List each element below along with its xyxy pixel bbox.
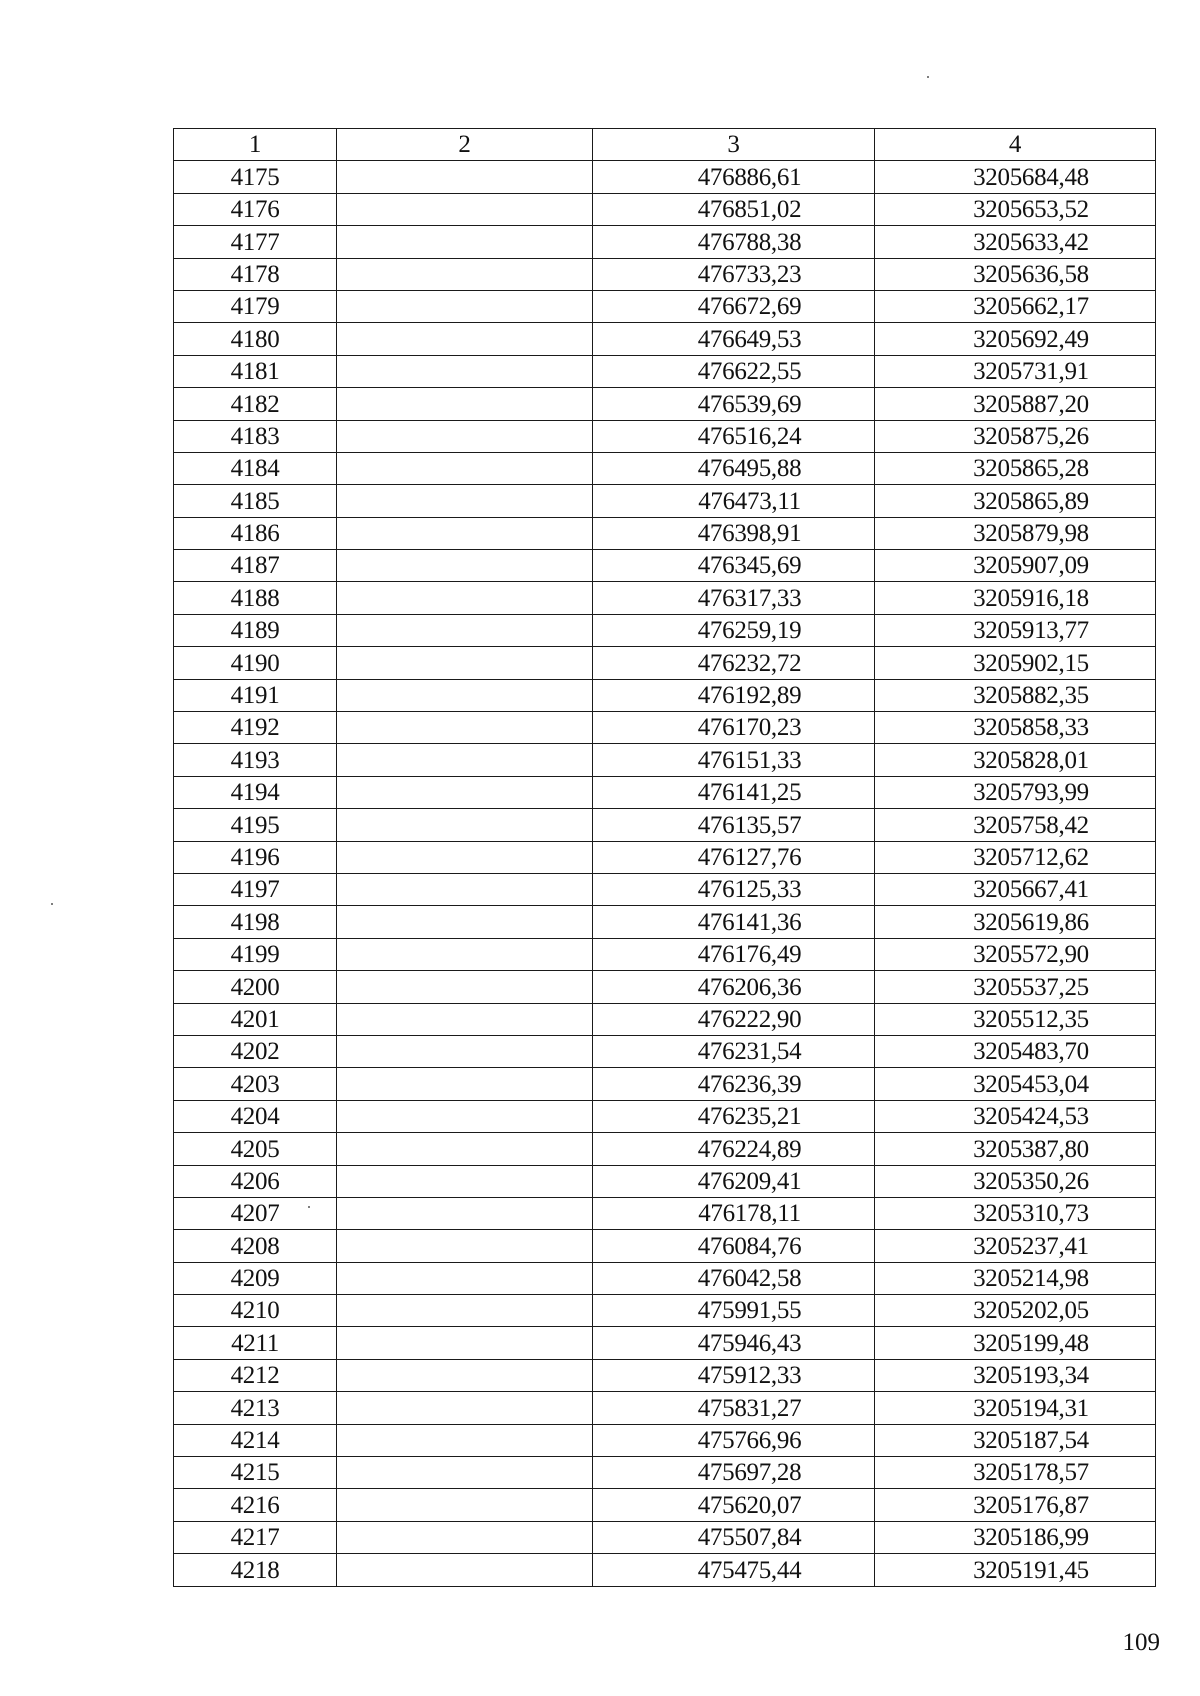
x-coordinate-cell: 475697,28 (593, 1457, 875, 1489)
description-cell (337, 582, 593, 614)
x-coordinate-cell: 476473,11 (593, 485, 875, 517)
table-row (174, 776, 1156, 808)
table-row (174, 906, 1156, 938)
header-row (174, 129, 1156, 161)
y-coordinate-cell: 3205537,25 (875, 971, 1156, 1003)
table-row (174, 1035, 1156, 1067)
description-cell (337, 290, 593, 322)
table-row (174, 712, 1156, 744)
point-number-cell: 4215 (174, 1457, 337, 1489)
description-cell (337, 1197, 593, 1229)
x-coordinate-cell: 476170,23 (593, 712, 875, 744)
y-coordinate-cell: 3205572,90 (875, 938, 1156, 970)
point-number-cell: 4191 (174, 679, 337, 711)
table-row (174, 1359, 1156, 1391)
x-coordinate-cell: 476125,33 (593, 873, 875, 905)
point-number-cell: 4181 (174, 355, 337, 387)
description-cell (337, 388, 593, 420)
x-coordinate-cell: 476084,76 (593, 1230, 875, 1262)
y-coordinate-cell: 3205214,98 (875, 1262, 1156, 1294)
table-row (174, 1457, 1156, 1489)
table-row (174, 679, 1156, 711)
x-coordinate-cell: 476398,91 (593, 517, 875, 549)
point-number-cell: 4179 (174, 290, 337, 322)
table-row (174, 290, 1156, 322)
description-cell (337, 873, 593, 905)
x-coordinate-cell: 476151,33 (593, 744, 875, 776)
point-number-cell: 4184 (174, 452, 337, 484)
description-cell (337, 1100, 593, 1132)
table-row (174, 388, 1156, 420)
y-coordinate-cell: 3205907,09 (875, 550, 1156, 582)
y-coordinate-cell: 3205176,87 (875, 1489, 1156, 1521)
table-row (174, 1165, 1156, 1197)
point-number-cell: 4198 (174, 906, 337, 938)
description-cell (337, 1457, 593, 1489)
table-row (174, 1197, 1156, 1229)
x-coordinate-cell: 476539,69 (593, 388, 875, 420)
description-cell (337, 1521, 593, 1553)
description-cell (337, 550, 593, 582)
scan-speck (927, 76, 929, 78)
description-cell (337, 1068, 593, 1100)
y-coordinate-cell: 3205882,35 (875, 679, 1156, 711)
scan-speck (51, 903, 53, 905)
y-coordinate-cell: 3205186,99 (875, 1521, 1156, 1553)
x-coordinate-cell: 476231,54 (593, 1035, 875, 1067)
x-coordinate-cell: 476788,38 (593, 226, 875, 258)
description-cell (337, 712, 593, 744)
description-cell (337, 323, 593, 355)
y-coordinate-cell: 3205879,98 (875, 517, 1156, 549)
point-number-cell: 4177 (174, 226, 337, 258)
y-coordinate-cell: 3205887,20 (875, 388, 1156, 420)
table-row (174, 647, 1156, 679)
point-number-cell: 4188 (174, 582, 337, 614)
x-coordinate-cell: 476317,33 (593, 582, 875, 614)
x-coordinate-cell: 476141,36 (593, 906, 875, 938)
y-coordinate-cell: 3205187,54 (875, 1424, 1156, 1456)
point-number-cell: 4217 (174, 1521, 337, 1553)
x-coordinate-cell: 476886,61 (593, 161, 875, 193)
description-cell (337, 776, 593, 808)
x-coordinate-cell: 476178,11 (593, 1197, 875, 1229)
description-cell (337, 517, 593, 549)
point-number-cell: 4180 (174, 323, 337, 355)
point-number-cell: 4216 (174, 1489, 337, 1521)
point-number-cell: 4208 (174, 1230, 337, 1262)
point-number-cell: 4211 (174, 1327, 337, 1359)
y-coordinate-cell: 3205902,15 (875, 647, 1156, 679)
column-header-3: 3 (593, 129, 875, 161)
column-header-1: 1 (174, 129, 337, 161)
description-cell (337, 355, 593, 387)
coordinates-table (173, 128, 1156, 1587)
point-number-cell: 4205 (174, 1133, 337, 1165)
y-coordinate-cell: 3205684,48 (875, 161, 1156, 193)
y-coordinate-cell: 3205202,05 (875, 1295, 1156, 1327)
x-coordinate-cell: 475991,55 (593, 1295, 875, 1327)
description-cell (337, 971, 593, 1003)
point-number-cell: 4204 (174, 1100, 337, 1132)
table-row (174, 485, 1156, 517)
table-row (174, 420, 1156, 452)
table-row (174, 1133, 1156, 1165)
description-cell (337, 485, 593, 517)
description-cell (337, 1295, 593, 1327)
x-coordinate-cell: 476345,69 (593, 550, 875, 582)
y-coordinate-cell: 3205712,62 (875, 841, 1156, 873)
x-coordinate-cell: 476192,89 (593, 679, 875, 711)
column-header-4: 4 (875, 129, 1156, 161)
table-row (174, 193, 1156, 225)
table-row (174, 1003, 1156, 1035)
x-coordinate-cell: 476516,24 (593, 420, 875, 452)
table-row (174, 582, 1156, 614)
table-row (174, 517, 1156, 549)
x-coordinate-cell: 475475,44 (593, 1554, 875, 1586)
y-coordinate-cell: 3205178,57 (875, 1457, 1156, 1489)
y-coordinate-cell: 3205310,73 (875, 1197, 1156, 1229)
point-number-cell: 4183 (174, 420, 337, 452)
point-number-cell: 4186 (174, 517, 337, 549)
table-header (174, 129, 1156, 161)
y-coordinate-cell: 3205662,17 (875, 290, 1156, 322)
x-coordinate-cell: 475620,07 (593, 1489, 875, 1521)
table-row (174, 323, 1156, 355)
y-coordinate-cell: 3205667,41 (875, 873, 1156, 905)
point-number-cell: 4182 (174, 388, 337, 420)
point-number-cell: 4203 (174, 1068, 337, 1100)
description-cell (337, 1262, 593, 1294)
table-row (174, 1230, 1156, 1262)
x-coordinate-cell: 476224,89 (593, 1133, 875, 1165)
point-number-cell: 4175 (174, 161, 337, 193)
x-coordinate-cell: 476042,58 (593, 1262, 875, 1294)
point-number-cell: 4176 (174, 193, 337, 225)
description-cell (337, 258, 593, 290)
y-coordinate-cell: 3205858,33 (875, 712, 1156, 744)
point-number-cell: 4200 (174, 971, 337, 1003)
description-cell (337, 647, 593, 679)
table-row (174, 258, 1156, 290)
x-coordinate-cell: 476672,69 (593, 290, 875, 322)
point-number-cell: 4185 (174, 485, 337, 517)
x-coordinate-cell: 475946,43 (593, 1327, 875, 1359)
y-coordinate-cell: 3205653,52 (875, 193, 1156, 225)
description-cell (337, 809, 593, 841)
y-coordinate-cell: 3205237,41 (875, 1230, 1156, 1262)
x-coordinate-cell: 476733,23 (593, 258, 875, 290)
description-cell (337, 1554, 593, 1586)
point-number-cell: 4202 (174, 1035, 337, 1067)
x-coordinate-cell: 476259,19 (593, 614, 875, 646)
table-row (174, 1392, 1156, 1424)
y-coordinate-cell: 3205913,77 (875, 614, 1156, 646)
table-row (174, 355, 1156, 387)
description-cell (337, 420, 593, 452)
description-cell (337, 1165, 593, 1197)
table-row (174, 1100, 1156, 1132)
x-coordinate-cell: 476209,41 (593, 1165, 875, 1197)
description-cell (337, 906, 593, 938)
description-cell (337, 1392, 593, 1424)
x-coordinate-cell: 476495,88 (593, 452, 875, 484)
x-coordinate-cell: 475912,33 (593, 1359, 875, 1391)
y-coordinate-cell: 3205916,18 (875, 582, 1156, 614)
table-row (174, 1521, 1156, 1553)
table-row (174, 1424, 1156, 1456)
description-cell (337, 841, 593, 873)
description-cell (337, 193, 593, 225)
description-cell (337, 452, 593, 484)
y-coordinate-cell: 3205483,70 (875, 1035, 1156, 1067)
table-body (174, 161, 1156, 1586)
y-coordinate-cell: 3205387,80 (875, 1133, 1156, 1165)
point-number-cell: 4201 (174, 1003, 337, 1035)
point-number-cell: 4214 (174, 1424, 337, 1456)
y-coordinate-cell: 3205512,35 (875, 1003, 1156, 1035)
x-coordinate-cell: 476232,72 (593, 647, 875, 679)
y-coordinate-cell: 3205865,28 (875, 452, 1156, 484)
y-coordinate-cell: 3205194,31 (875, 1392, 1156, 1424)
point-number-cell: 4192 (174, 712, 337, 744)
y-coordinate-cell: 3205793,99 (875, 776, 1156, 808)
point-number-cell: 4199 (174, 938, 337, 970)
y-coordinate-cell: 3205633,42 (875, 226, 1156, 258)
description-cell (337, 1359, 593, 1391)
description-cell (337, 1133, 593, 1165)
point-number-cell: 4190 (174, 647, 337, 679)
page-number: 109 (1122, 1629, 1160, 1656)
table-row (174, 744, 1156, 776)
description-cell (337, 679, 593, 711)
x-coordinate-cell: 476622,55 (593, 355, 875, 387)
x-coordinate-cell: 475831,27 (593, 1392, 875, 1424)
y-coordinate-cell: 3205636,58 (875, 258, 1156, 290)
y-coordinate-cell: 3205828,01 (875, 744, 1156, 776)
table-row (174, 809, 1156, 841)
table-row (174, 1068, 1156, 1100)
x-coordinate-cell: 475507,84 (593, 1521, 875, 1553)
table-row (174, 1489, 1156, 1521)
point-number-cell: 4189 (174, 614, 337, 646)
y-coordinate-cell: 3205199,48 (875, 1327, 1156, 1359)
table-row (174, 1262, 1156, 1294)
description-cell (337, 1230, 593, 1262)
table-row (174, 971, 1156, 1003)
y-coordinate-cell: 3205193,34 (875, 1359, 1156, 1391)
point-number-cell: 4206 (174, 1165, 337, 1197)
y-coordinate-cell: 3205758,42 (875, 809, 1156, 841)
point-number-cell: 4213 (174, 1392, 337, 1424)
point-number-cell: 4212 (174, 1359, 337, 1391)
point-number-cell: 4210 (174, 1295, 337, 1327)
column-header-2: 2 (337, 129, 593, 161)
point-number-cell: 4207 (174, 1197, 337, 1229)
table-row (174, 938, 1156, 970)
y-coordinate-cell: 3205453,04 (875, 1068, 1156, 1100)
description-cell (337, 226, 593, 258)
y-coordinate-cell: 3205191,45 (875, 1554, 1156, 1586)
x-coordinate-cell: 476649,53 (593, 323, 875, 355)
point-number-cell: 4197 (174, 873, 337, 905)
description-cell (337, 744, 593, 776)
x-coordinate-cell: 476127,76 (593, 841, 875, 873)
point-number-cell: 4178 (174, 258, 337, 290)
description-cell (337, 1424, 593, 1456)
table-row (174, 841, 1156, 873)
description-cell (337, 1327, 593, 1359)
y-coordinate-cell: 3205619,86 (875, 906, 1156, 938)
y-coordinate-cell: 3205865,89 (875, 485, 1156, 517)
x-coordinate-cell: 476135,57 (593, 809, 875, 841)
point-number-cell: 4195 (174, 809, 337, 841)
x-coordinate-cell: 476851,02 (593, 193, 875, 225)
x-coordinate-cell: 476235,21 (593, 1100, 875, 1132)
y-coordinate-cell: 3205692,49 (875, 323, 1156, 355)
x-coordinate-cell: 476176,49 (593, 938, 875, 970)
table-row (174, 873, 1156, 905)
point-number-cell: 4196 (174, 841, 337, 873)
table-row (174, 1327, 1156, 1359)
description-cell (337, 1035, 593, 1067)
table-row (174, 1295, 1156, 1327)
description-cell (337, 161, 593, 193)
x-coordinate-cell: 476222,90 (593, 1003, 875, 1035)
table-row (174, 1554, 1156, 1586)
x-coordinate-cell: 476236,39 (593, 1068, 875, 1100)
point-number-cell: 4218 (174, 1554, 337, 1586)
y-coordinate-cell: 3205350,26 (875, 1165, 1156, 1197)
x-coordinate-cell: 476206,36 (593, 971, 875, 1003)
description-cell (337, 614, 593, 646)
x-coordinate-cell: 476141,25 (593, 776, 875, 808)
y-coordinate-cell: 3205875,26 (875, 420, 1156, 452)
description-cell (337, 1003, 593, 1035)
description-cell (337, 938, 593, 970)
point-number-cell: 4209 (174, 1262, 337, 1294)
y-coordinate-cell: 3205731,91 (875, 355, 1156, 387)
point-number-cell: 4194 (174, 776, 337, 808)
point-number-cell: 4193 (174, 744, 337, 776)
coordinates-table-container (173, 128, 1155, 1587)
point-number-cell: 4187 (174, 550, 337, 582)
table-row (174, 614, 1156, 646)
table-row (174, 226, 1156, 258)
x-coordinate-cell: 475766,96 (593, 1424, 875, 1456)
table-row (174, 550, 1156, 582)
table-row (174, 161, 1156, 193)
description-cell (337, 1489, 593, 1521)
y-coordinate-cell: 3205424,53 (875, 1100, 1156, 1132)
table-row (174, 452, 1156, 484)
